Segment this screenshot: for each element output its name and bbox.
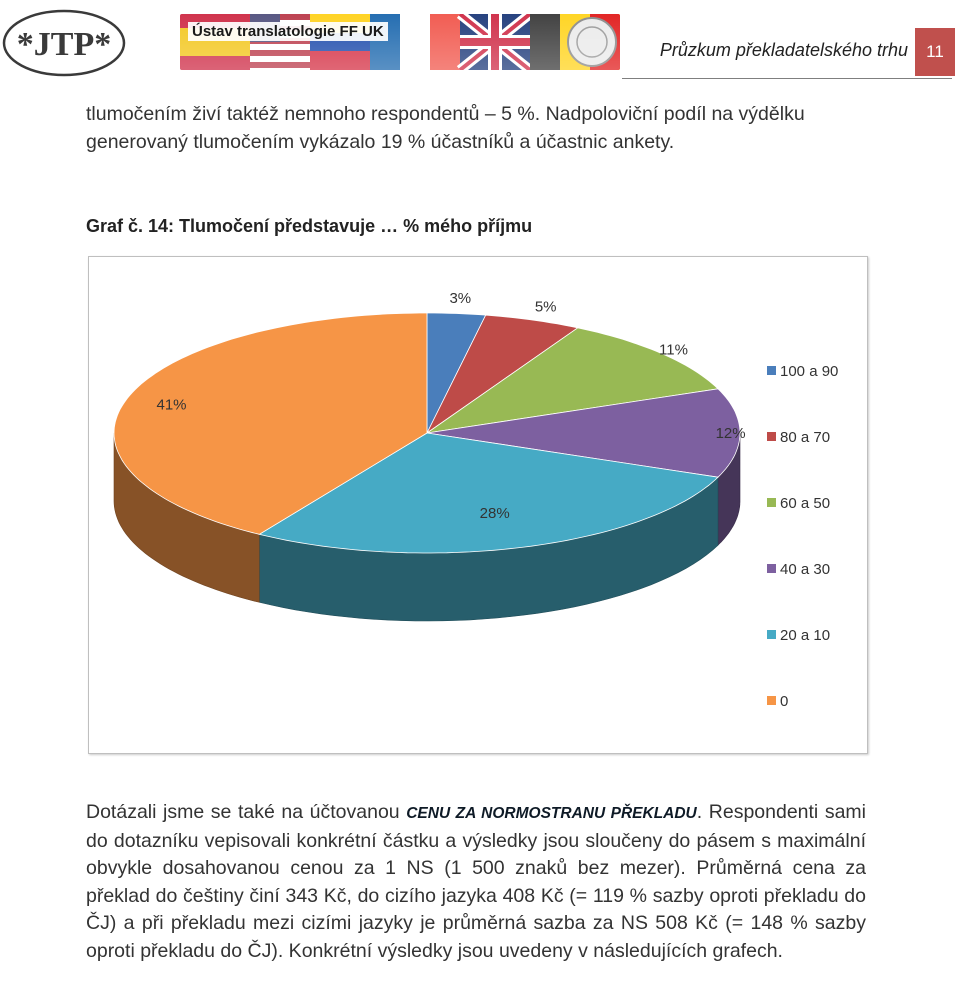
legend-swatch (767, 564, 776, 573)
pie-data-label: 5% (534, 298, 557, 316)
intro-paragraph (86, 101, 866, 156)
chart-caption: Graf č. 14: Tlumočení představuje … % mého příjmu (86, 216, 533, 236)
legend-label: 20 a 10 (780, 627, 831, 644)
body-text-rest: . Respondenti sami do dotazníku vepisovali konkrétní částku a výsledky jsou sloučeny do pásem s maximální obvykle dosahovanou cenou za 1 NS (1 500 znaků bez mezer). Průměrná cena za překlad do češtiny činí 343 Kč, do cizího jazyka 408 Kč (= 119 % sazby oproti překladu do ČJ) a při překladu mezi cizími jazyky je průměrná sazba za NS 508 Kč (= 148 % sazby oproti překladu do ČJ). Konkrétní výsledky jsou uvedeny v následujících grafech. (86, 801, 867, 962)
legend-label: 60 a 50 (780, 495, 831, 512)
pie-data-label: 3% (449, 290, 472, 307)
intro-line-1: tlumočením živí taktéž nemnoho respondentů – 5 %. Nadpoloviční podíl na výdělku (86, 103, 805, 125)
legend-swatch (767, 498, 776, 507)
jtp-logo-text: *JTP* (16, 26, 112, 63)
intro-line-2: generovaný tlumočením vykázalo 19 % účastníků a účastnic ankety. (86, 130, 675, 153)
body-paragraph (86, 799, 866, 965)
pie-data-label: 28% (479, 504, 510, 522)
legend-swatch (767, 432, 776, 441)
page-header (0, 0, 960, 82)
pie-chart (89, 257, 867, 753)
legend-label: 100 a 90 (780, 363, 839, 380)
body-emphasis: CENU ZA NORMOSTRANU PŘEKLADU (406, 805, 697, 822)
legend-label: 80 a 70 (780, 429, 831, 446)
pie-data-label: 12% (715, 425, 746, 442)
legend-swatch (767, 696, 776, 705)
pie-data-label: 11% (659, 341, 688, 359)
institute-banner (180, 14, 620, 70)
header-divider (622, 78, 952, 79)
page-number: 11 (915, 28, 955, 76)
pie-data-label: 41% (156, 396, 187, 414)
pie-tops (114, 313, 740, 553)
jtp-logo (2, 8, 126, 78)
legend-label: 40 a 30 (780, 561, 831, 578)
banner-label: Ústav translatologie FF UK (188, 22, 388, 41)
legend-label: 0 (780, 693, 789, 710)
pie-chart-container (88, 256, 868, 754)
chart-legend (767, 363, 838, 710)
running-title: Průzkum překladatelského trhu (659, 40, 908, 60)
legend-swatch (767, 630, 776, 639)
body-text-start: Dotázali jsme se také na účtovanou (86, 801, 407, 823)
legend-swatch (767, 366, 776, 375)
